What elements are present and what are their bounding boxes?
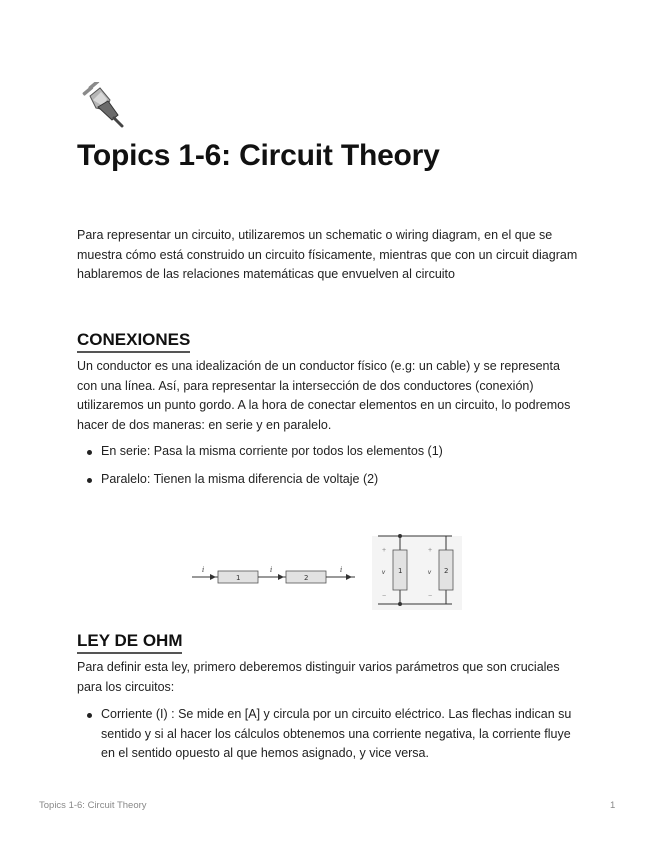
minus-sign: − — [428, 593, 433, 600]
voltage-label: v — [428, 570, 431, 576]
element-1-label: 1 — [398, 567, 403, 575]
footer-title: Topics 1-6: Circuit Theory — [39, 800, 147, 811]
list-item: En serie: Pasa la misma corriente por todos los elementos (1) — [77, 442, 577, 462]
conexiones-paragraph: Un conductor es una idealización de un conductor físico (e.g: un cable) y se representa con una línea. Así, para representar la intersección de dos conductores (conexión) utilizaremos un punto gordo. A la hora de conectar elementos en un circuito, lo podremos hacer de dos maneras: en serie y en paralelo. — [77, 359, 571, 432]
ley-ohm-bullet-list — [77, 705, 577, 764]
page-number: 1 — [610, 800, 616, 811]
conexiones-bullet-list — [77, 442, 577, 489]
electric-plug-icon — [76, 82, 126, 128]
voltage-label: v — [382, 570, 385, 576]
minus-sign: − — [382, 593, 387, 600]
element-1-label: 1 — [236, 574, 241, 582]
current-label: i — [270, 566, 273, 574]
intro-paragraph: Para representar un circuito, utilizaremos un schematic o wiring diagram, en el que se muestra cómo está construido un circuito físicamente, mientras que con un circuit diagram hablaremos de las relaciones matemáticas que envuelven al circuito — [77, 228, 578, 281]
current-label: i — [340, 566, 343, 574]
list-item: Corriente (I) : Se mide en [A] y circula por un circuito eléctrico. Las flechas indican su sentido y si al hacer los cálculos obtenemos una corriente negativa, la corriente fluye en el sentido opuesto al que hemos asignado, y vice versa. — [77, 705, 577, 764]
parallel-circuit — [372, 534, 462, 610]
plus-sign: + — [428, 547, 433, 554]
page-title: Topics 1-6: Circuit Theory — [77, 139, 440, 172]
element-2-label: 2 — [444, 567, 449, 575]
current-label: i — [202, 566, 205, 574]
section-heading-conexiones: CONEXIONES — [77, 330, 190, 353]
section-heading-ley-de-ohm: LEY DE OHM — [77, 631, 182, 654]
plus-sign: + — [382, 547, 387, 554]
list-item: Paralelo: Tienen la misma diferencia de voltaje (2) — [77, 470, 577, 490]
element-2-label: 2 — [304, 574, 309, 582]
ley-ohm-paragraph: Para definir esta ley, primero deberemos distinguir varios parámetros que son cruciales para los circuitos: — [77, 660, 560, 694]
circuit-diagram — [190, 532, 465, 612]
series-circuit — [192, 566, 355, 583]
